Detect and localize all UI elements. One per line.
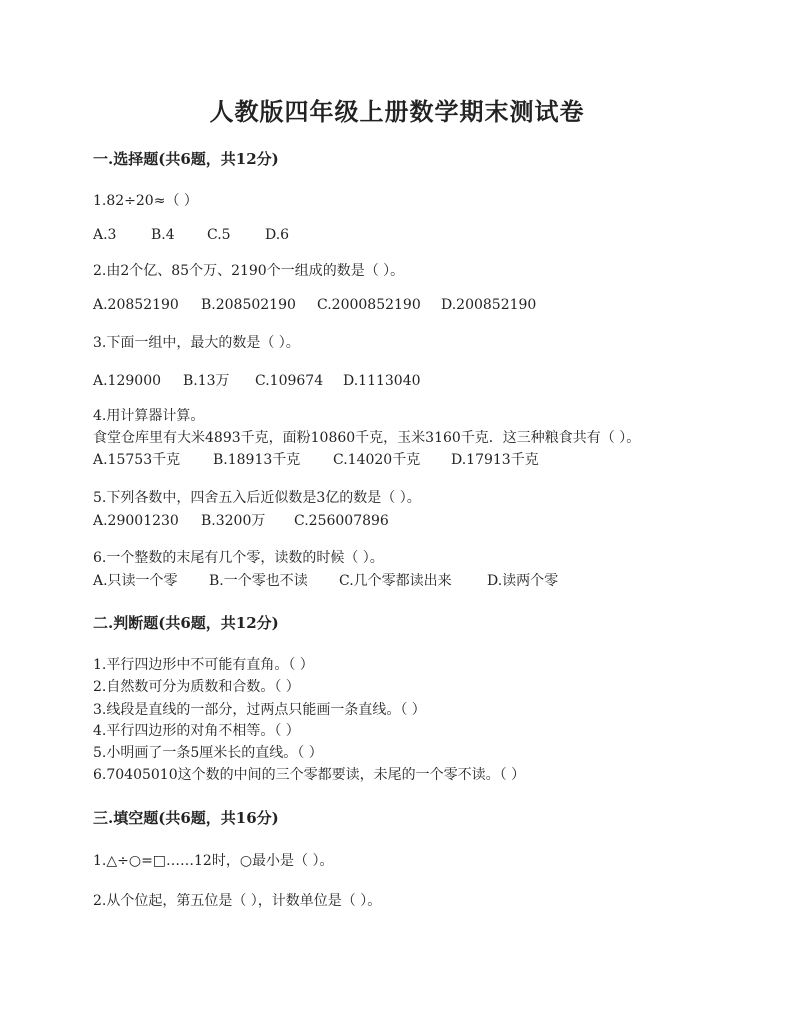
fill-blank-item: 1.△÷○=□……12时，○最小是（ ）。 (93, 853, 334, 869)
judgement-item: 6.70405010这个数的中间的三个零都要读，未尾的一个零不读。（ ） (93, 767, 526, 783)
judgement-item: 5.小明画了一条5厘米长的直线。（ ） (93, 745, 323, 761)
fill-blank-item: 2.从个位起，第五位是（ ），计数单位是（ ）。 (93, 893, 382, 909)
question-5-options (93, 510, 389, 530)
question-2: 2.由2个亿、85个万、2190个一组成的数是（ ）。 (93, 263, 405, 279)
option: A.129000 (93, 373, 162, 389)
page-title: 人教版四年级上册数学期末测试卷 (209, 97, 585, 126)
option: B.4 (151, 227, 175, 243)
option: C.256007896 (294, 513, 389, 529)
judgement-item: 3.线段是直线的一部分，过两点只能画一条直线。（ ） (93, 702, 426, 718)
option: A.20852190 (93, 297, 179, 313)
option: A.15753千克 (93, 452, 181, 468)
option: D.17913千克 (451, 452, 539, 468)
section-3-heading: 三.填空题(共6题，共16分) (93, 809, 279, 827)
option: C.14020千克 (333, 452, 421, 468)
option: C.5 (207, 227, 231, 243)
option: B.3200万 (201, 513, 266, 529)
judgement-item: 2.自然数可分为质数和合数。（ ） (93, 679, 300, 695)
option: A.只读一个零 (93, 573, 178, 589)
question-4-body: 食堂仓库里有大米4893千克，面粉10860千克，玉米3160千克．这三种粮食共有（ ）。 (93, 430, 641, 446)
question-6: 6.一个整数的末尾有几个零，读数的时候（ ）。 (93, 550, 384, 566)
option: D.1113040 (343, 373, 421, 389)
option: C.几个零都读出来 (339, 573, 452, 589)
option: D.读两个零 (487, 573, 559, 589)
question-3-options (93, 370, 421, 390)
question-1-options (93, 227, 289, 243)
question-3: 3.下面一组中，最大的数是（ ）。 (93, 335, 300, 351)
question-6-options (93, 570, 558, 590)
question-4-options (93, 449, 539, 469)
question-1: 1.82÷20≈（ ） (93, 193, 198, 209)
option: C.2000852190 (317, 297, 421, 313)
judgement-item: 1.平行四边形中不可能有直角。（ ） (93, 657, 314, 673)
option: D.200852190 (441, 297, 537, 313)
section-1-heading: 一.选择题(共6题，共12分) (93, 150, 279, 168)
option: B.13万 (183, 373, 230, 389)
option: B.18913千克 (213, 452, 301, 468)
question-5: 5.下列各数中，四舍五入后近似数是3亿的数是（ ）。 (93, 490, 421, 506)
section-2-heading: 二.判断题(共6题，共12分) (93, 614, 279, 632)
option: B.一个零也不读 (209, 573, 308, 589)
option: C.109674 (255, 373, 324, 389)
option: A.29001230 (93, 513, 179, 529)
question-2-options (93, 297, 536, 313)
question-4: 4.用计算器计算。 (93, 408, 205, 424)
option: A.3 (93, 227, 117, 243)
option: D.6 (265, 227, 290, 243)
option: B.208502190 (201, 297, 296, 313)
judgement-item: 4.平行四边形的对角不相等。（ ） (93, 723, 300, 739)
